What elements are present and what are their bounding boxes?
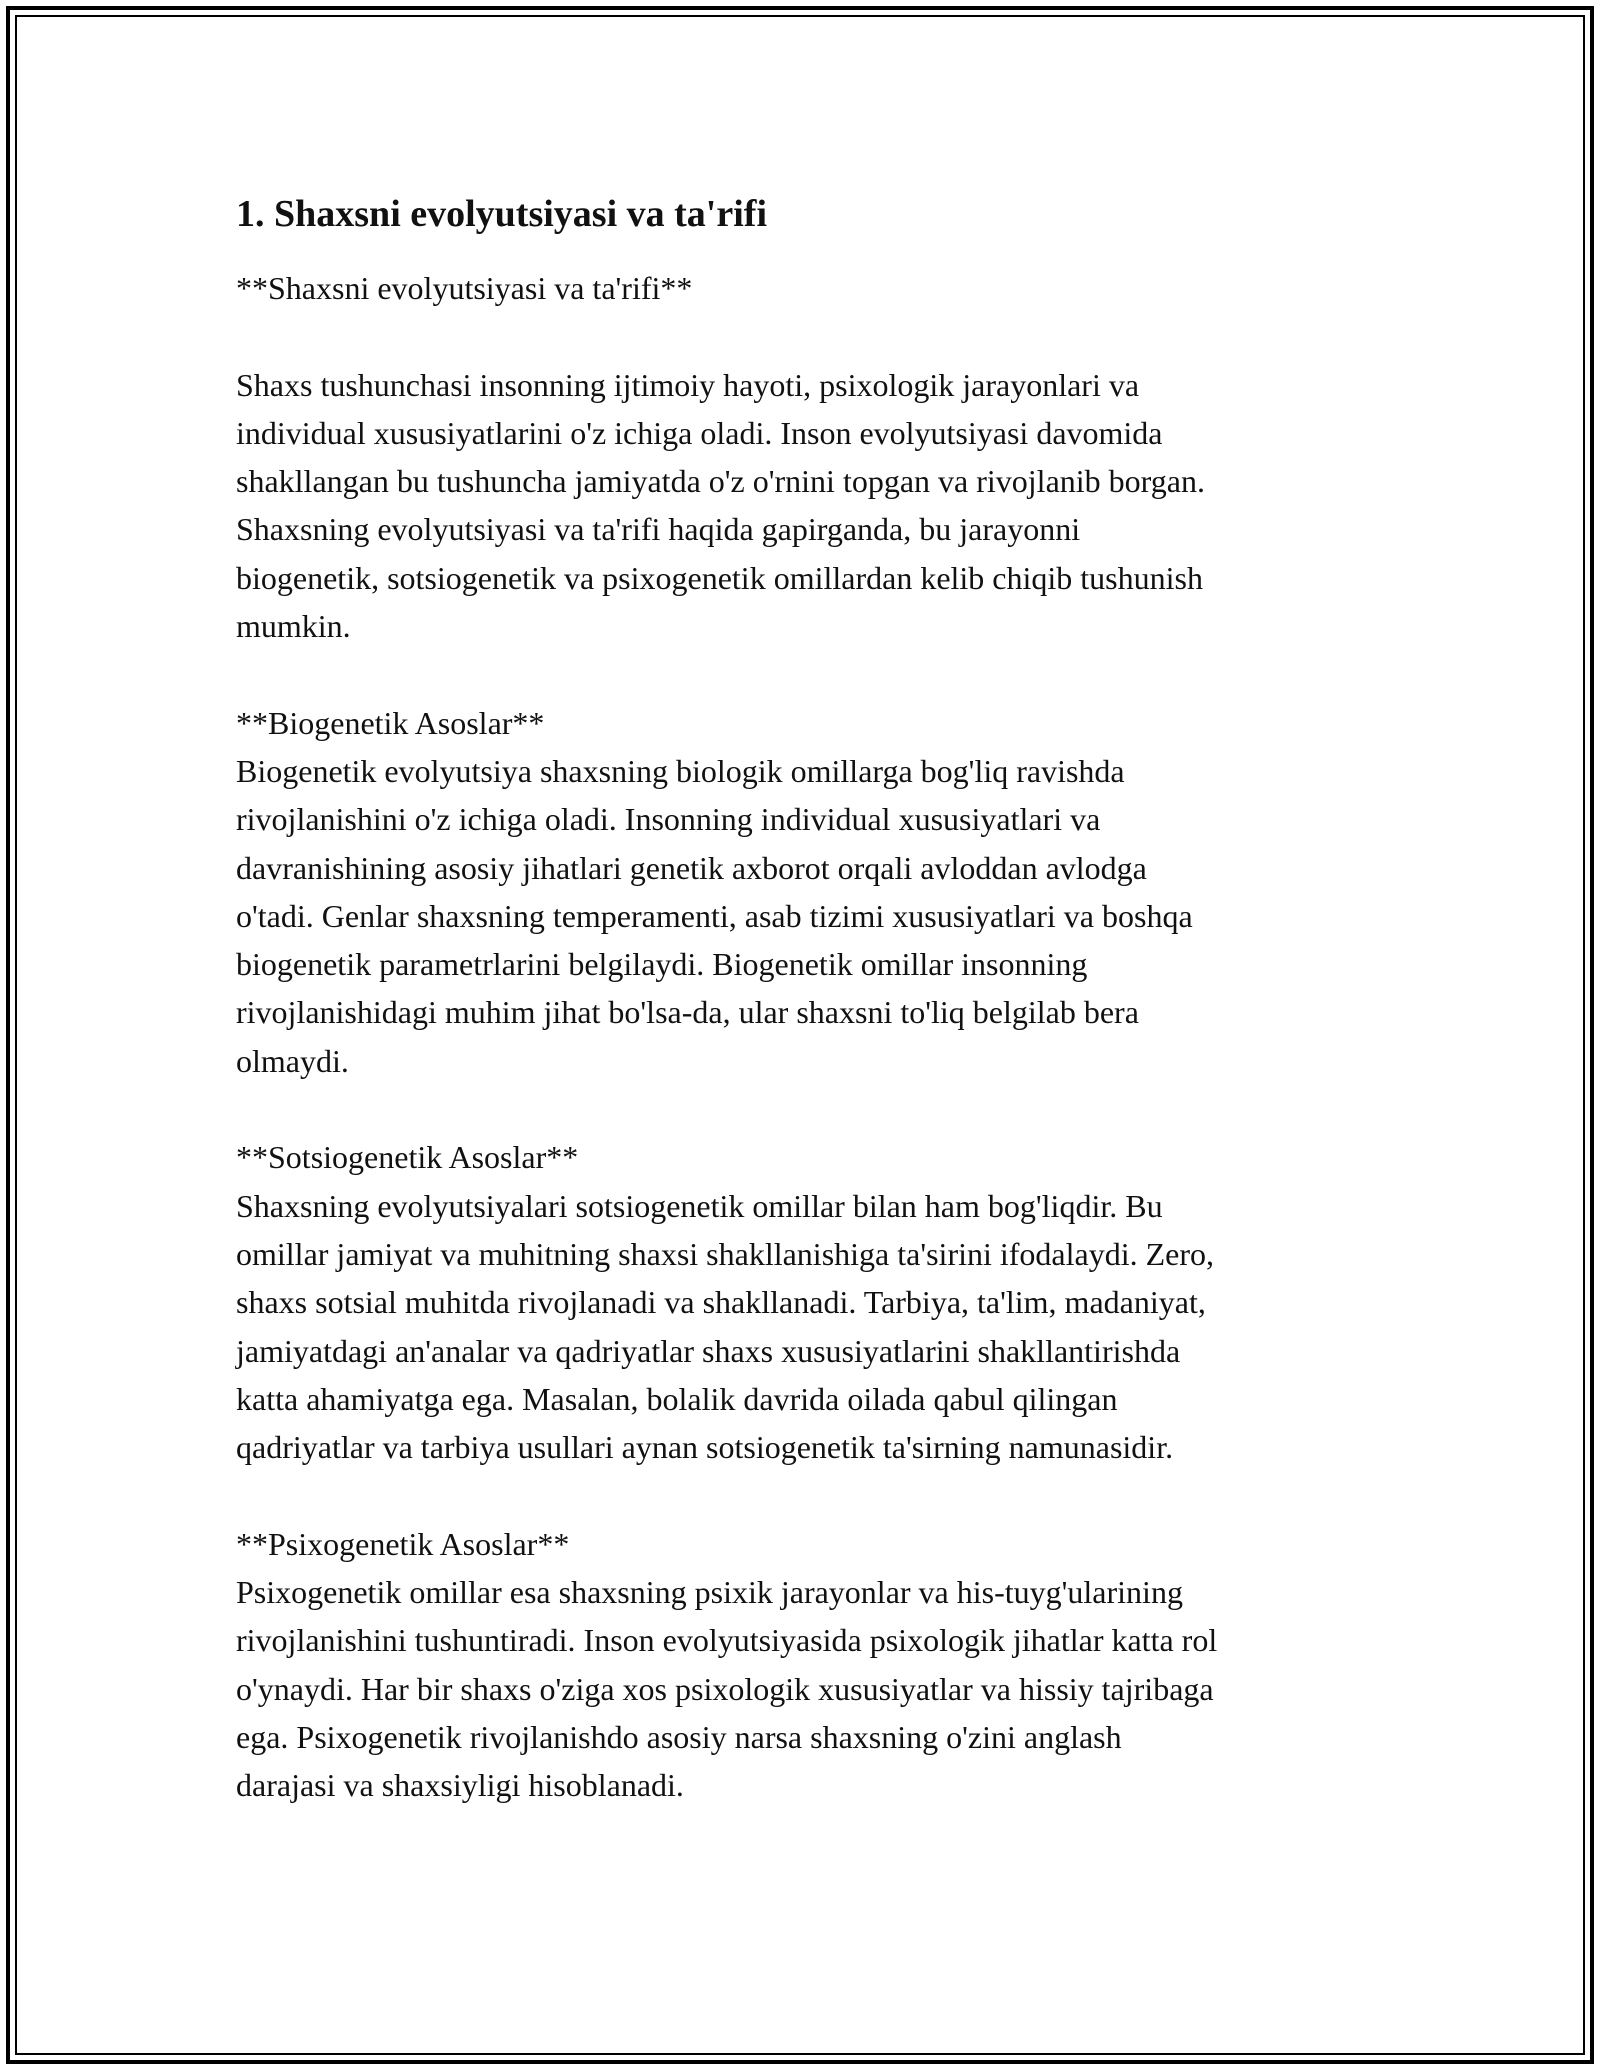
section-heading-psixogenetik: **Psixogenetik Asoslar**	[236, 1525, 570, 1562]
section-body-sotsiogenetik: Shaxsning evolyutsiyalari sotsiogenetik omillar bilan ham bog'liqdir. Bu omillar jamiyat va muhitning shaxsi shakllanishiga ta'sirini ifodalaydi. Zero, shaxs sotsial muhitda rivojlanadi va shakllanadi. Tarbiya, ta'lim, madaniyat, jamiyatdagi an'analar va qadriyatlar shaxs xususiyatlarini shakllantirishda katta ahamiyatga ega. Masalan, bolalik davrida oilada qabul qilingan qadriyatlar va tarbiya usullari aynan sotsiogenetik ta'sirning namunasidir.	[236, 1187, 1215, 1466]
document-body	[236, 188, 1366, 1810]
intro-paragraph: Shaxs tushunchasi insonning ijtimoiy hayoti, psixologik jarayonlari va individual xususiyatlarini o'z ichiga oladi. Inson evolyutsiyasi davomida shakllangan bu tushuncha jamiyatda o'z o'rnini topgan va rivojlanib borgan. Shaxsning evolyutsiyasi va ta'rifi haqida gapirganda, bu jarayonni biogenetik, sotsiogenetik va psixogenetik omillardan kelib chiqib tushunish mumkin.	[236, 366, 1205, 645]
document-subtitle: **Shaxsni evolyutsiyasi va ta'rifi**	[236, 270, 693, 306]
paragraph-gap	[236, 1471, 1366, 1519]
section-body-biogenetik: Biogenetik evolyutsiya shaxsning biologik omillarga bog'liq ravishda rivojlanishini o'z ichiga oladi. Insonning individual xususiyatlari va davranishining asosiy jihatlari genetik axborot orqali avloddan avlodga o'tadi. Genlar shaxsning temperamenti, asab tizimi xususiyatlari va boshqa biogenetik parametrlarini belgilaydi. Biogenetik omillar insonning rivojlanishidagi muhim jihat bo'lsa-da, ular shaxsni to'liq belgilab bera olmaydi.	[236, 752, 1193, 1079]
paragraph-gap	[236, 650, 1366, 698]
paragraph-gap	[236, 1085, 1366, 1133]
document-title: 1. Shaxsni evolyutsiyasi va ta'rifi	[236, 193, 767, 235]
paragraph-gap	[236, 312, 1366, 360]
section-heading-sotsiogenetik: **Sotsiogenetik Asoslar**	[236, 1139, 579, 1176]
section-heading-biogenetik: **Biogenetik Asoslar**	[236, 704, 545, 741]
section-body-psixogenetik: Psixogenetik omillar esa shaxsning psixik jarayonlar va his-tuyg'ularining rivojlanishini tushuntiradi. Inson evolyutsiyasida psixologik jihatlar katta rol o'ynaydi. Har bir shaxs o'ziga xos psixologik xususiyatlar va hissiy tajribaga ega. Psixogenetik rivojlanishdo asosiy narsa shaxsning o'zini anglash darajasi va shaxsiyligi hisoblanadi.	[236, 1574, 1218, 1804]
